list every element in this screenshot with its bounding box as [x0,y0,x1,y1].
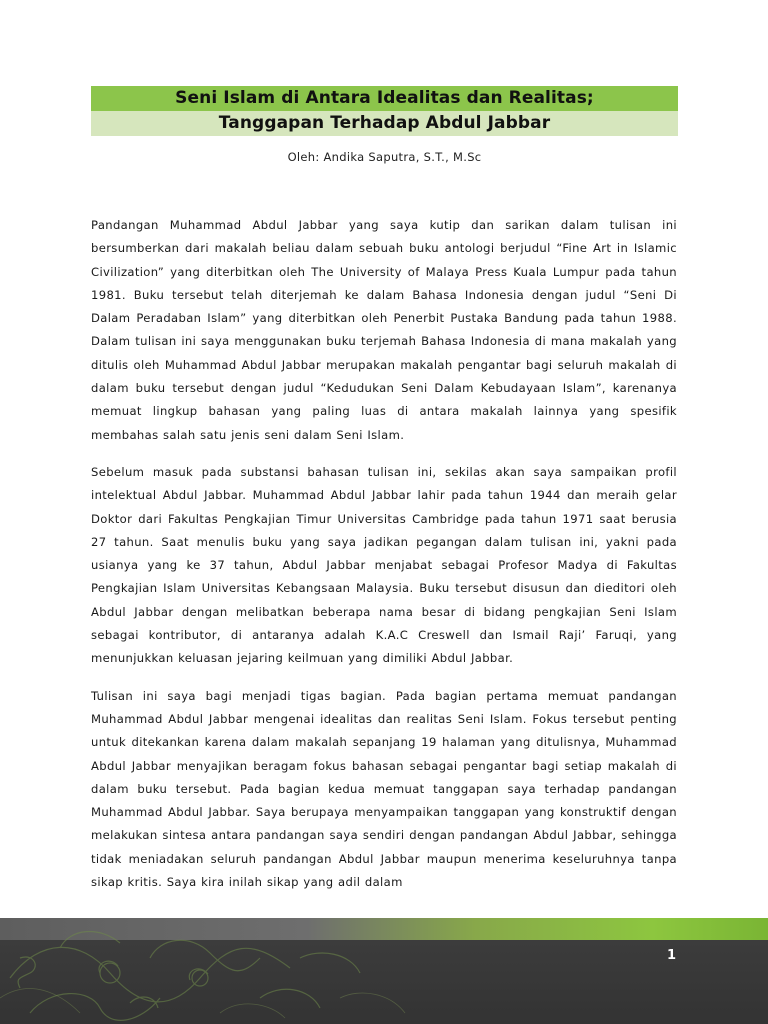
arabesque-ornament-icon [0,918,420,1024]
paragraph-2: Sebelum masuk pada substansi bahasan tulisan ini, sekilas akan saya sampaikan profil intelektual Abdul Jabbar. Muhammad Abdul Jabbar lahir pada tahun 1944 dan meraih gelar Doktor dari Fakultas Pengkajian Timur Universitas Cambridge pada tahun 1971 saat berusia 27 tahun. Saat menulis buku yang saya jadikan pegangan dalam tulisan ini, yakni pada usianya yang ke 37 tahun, Abdul Jabbar menjabat sebagai Profesor Madya di Fakultas Pengkajian Islam Universitas Kebangsaan Malaysia. Buku tersebut disusun dan dieditori oleh Abdul Jabbar dengan melibatkan beberapa nama besar di bidang pengkajian Seni Islam sebagai kontributor, di antaranya adalah K.A.C Creswell dan Ismail Raji’ Faruqi, yang menunjukkan keluasan jejaring keilmuan yang dimiliki Abdul Jabbar. [91,464,677,666]
page-footer [0,918,768,1024]
title-line-2: Tanggapan Terhadap Abdul Jabbar [91,111,678,136]
title-block [91,86,678,136]
title-line-1: Seni Islam di Antara Idealitas dan Realitas; [91,86,678,111]
page-number: 1 [666,948,676,963]
author-line: Oleh: Andika Saputra, S.T., M.Sc [287,150,482,164]
body-text [91,214,677,908]
paragraph-1: Pandangan Muhammad Abdul Jabbar yang saya kutip dan sarikan dalam tulisan ini bersumberkan dari makalah beliau dalam sebuah buku antologi berjudul “Fine Art in Islamic Civilization” yang diterbitkan oleh The University of Malaya Press Kuala Lumpur pada tahun 1981. Buku tersebut telah diterjemah ke dalam Bahasa Indonesia dengan judul “Seni Di Dalam Peradaban Islam” yang diterbitkan oleh Penerbit Pustaka Bandung pada tahun 1988. Dalam tulisan ini saya menggunakan buku terjemah Bahasa Indonesia di mana makalah yang ditulis oleh Muhammad Abdul Jabbar merupakan makalah pengantar bagi seluruh makalah di dalam buku tersebut dengan judul “Kedudukan Seni Dalam Kebudayaan Islam”, karenanya memuat lingkup bahasan yang paling luas di antara makalah lainnya yang spesifik membahas salah satu jenis seni dalam Seni Islam. [91,218,677,442]
paragraph-3: Tulisan ini saya bagi menjadi tigas bagian. Pada bagian pertama memuat pandangan Muhammad Abdul Jabbar mengenai idealitas dan realitas Seni Islam. Fokus tersebut penting untuk ditekankan karena dalam makalah sepanjang 19 halaman yang ditulisnya, Muhammad Abdul Jabbar menyajikan beragam fokus bahasan sebagai pengantar bagi setiap makalah di dalam buku tersebut. Pada bagian kedua memuat tanggapan saya terhadap pandangan Muhammad Abdul Jabbar. Saya berupaya menyampaikan tanggapan yang konstruktif dengan melakukan sintesa antara pandangan saya sendiri dengan pandangan Abdul Jabbar, sehingga tidak meniadakan seluruh pandangan Abdul Jabbar maupun menerima keseluruhnya tanpa sikap kritis. Saya kira inilah sikap yang adil dalam [91,688,677,890]
